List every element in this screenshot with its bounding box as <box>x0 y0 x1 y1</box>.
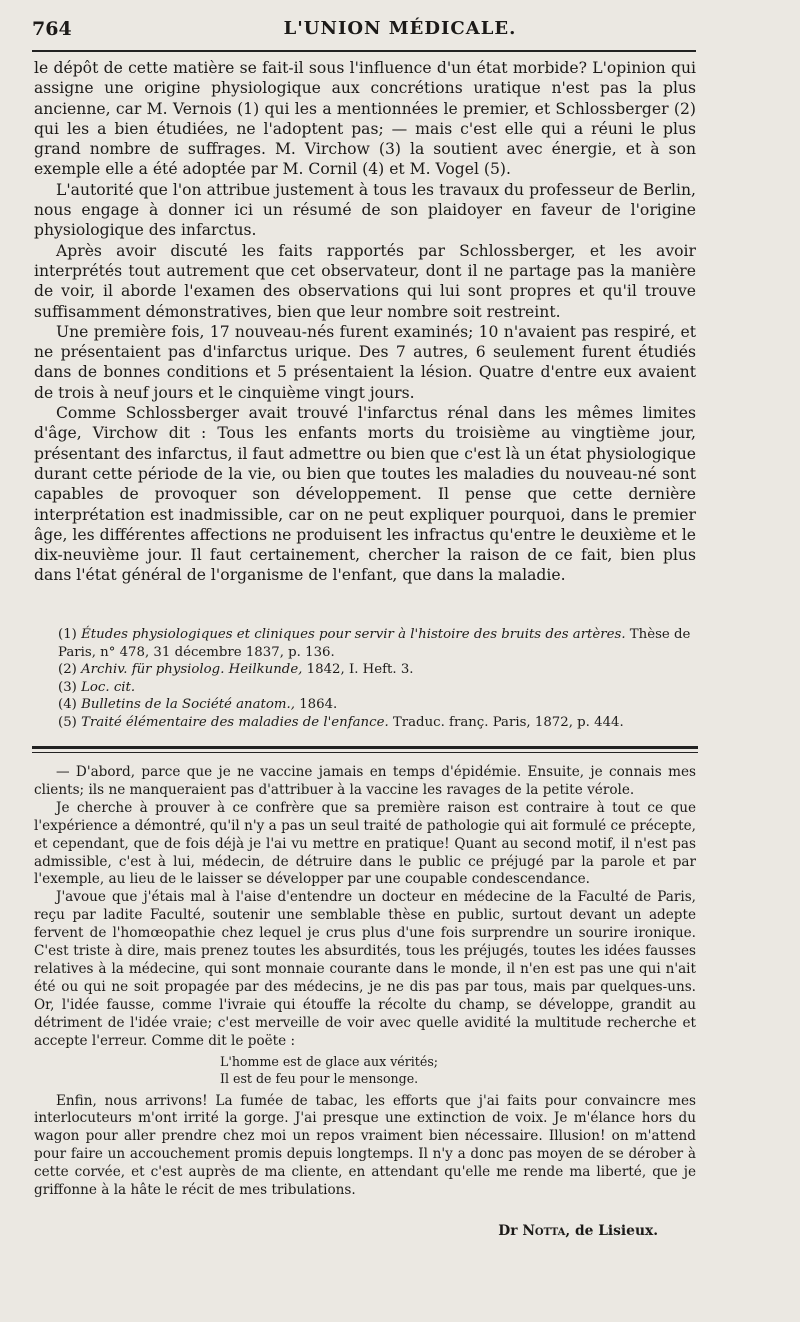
footnote-rest: 1842, I. Heft. 3. <box>306 662 414 677</box>
author-signature <box>498 1223 658 1239</box>
paragraph: Enfin, nous arrivons! La fumée de tabac, les efforts que j'ai faits pour convaincre mes interlocuteurs m'ont irrité la gorge. J'ai presque une extinction de voix. Je m'élance hors du wagon pour aller prendre chez moi un repos vraiment bien nécessaire. Illusion! on m'attend pour faire un accouchement promis depuis longtemps. Il n'y a donc pas moyen de se dérober à cette corvée, et c'est auprès de ma cliente, en attendant qu'elle me rende ma liberté, que je griffonne à la hâte le récit de mes tribulations. <box>34 1092 696 1199</box>
paragraph: L'autorité que l'on attribue justement à tous les travaux du professeur de Berlin, nous engage à donner ici un résumé de son plaidoyer en faveur de l'origine physiologique des infarctus. <box>34 180 696 240</box>
footnote-title: Loc. cit. <box>81 679 136 695</box>
paragraph: Après avoir discuté les faits rapportés par Schlossberger, et les avoir interprétés tout autrement que cet observateur, dont il ne partage pas la manière de voir, il aborde l'examen des observations qui lui sont propres et qu'il trouve suffisamment démonstratives, bien que leur nombre soit restreint. <box>34 241 696 321</box>
footnote-number: (1) <box>58 627 77 642</box>
footnote <box>34 679 696 697</box>
header-rule <box>32 50 696 52</box>
verse-line: L'homme est de glace aux vérités; <box>220 1053 439 1069</box>
section-divider-thin <box>32 752 698 753</box>
paragraph: — D'abord, parce que je ne vaccine jamais en temps d'épidémie. Ensuite, je connais mes clients; ils ne manqueraient pas d'attribuer à la vaccine les ravages de la petite vérole. <box>34 764 696 798</box>
paragraph: Je cherche à prouver à ce confrère que sa première raison est contraire à tout ce que l'expérience a démontré, qu'il n'y a pas un seul traité de pathologie qui ait formulé ce précepte, et cependant, que de fois déjà je l'ai vu mettre en pratique! Quant au second motif, il n'est pas admissible, c'est à lui, médecin, de détruire dans le public ce préjugé par la parole et par l'exemple, au lieu de le laisser se développer par une coupable condescendance. <box>34 799 696 888</box>
footnote-rest: Thèse de Paris, n° 478, 31 décembre 1837, p. 136. <box>58 627 691 660</box>
paragraph: J'avoue que j'étais mal à l'aise d'entendre un docteur en médecine de la Faculté de Paris, reçu par ladite Faculté, soutenir une semblable thèse en public, surtout devant un adepte fervent de l'homœopathie chez lequel je crus plus d'une fois surprendre un sourire ironique. C'est triste à dire, mais prenez toutes les absurdités, tous les préjugés, toutes les idées fausses relatives à la médecine, qui sont monnaie courante dans le monde, il n'en est pas une qui n'ait été ou qui ne soit propagée par des médecins, je ne dis pas par tous, mais par quelques-uns. Or, l'idée fausse, comme l'ivraie qui étouffe la récolte du champ, se développe, grandit au détriment de l'idée vraie; c'est merveille de voir avec quelle avidité la multitude recherche et accepte l'erreur. Comme dit le poëte : <box>34 889 696 1049</box>
footnote-number: (2) <box>58 662 77 677</box>
page-number: 764 <box>32 18 72 40</box>
footnote-number: (4) <box>58 697 77 712</box>
main-article-text <box>34 58 696 586</box>
footnote-rest: Traduc. franç. Paris, 1872, p. 444. <box>392 714 624 730</box>
footnote-title: Études physiologiques et cliniques pour servir à l'histoire des bruits des artères. <box>81 627 626 642</box>
section-divider <box>32 746 698 749</box>
paragraph: Une première fois, 17 nouveau-nés furent examinés; 10 n'avaient pas respiré, et ne présentaient pas d'infarctus urique. Des 7 autres, 6 seulement furent étudiés dans de bonnes conditions et 5 présentaient la lésion. Quatre d'entre eux avaient de trois à neuf jours et le cinquième vingt jours. <box>34 322 696 402</box>
signature-name: Notta <box>522 1223 566 1239</box>
footnote-number: (5) <box>58 714 77 730</box>
footnote-title: Archiv. für physiolog. Heilkunde, <box>81 662 303 677</box>
running-title: L'UNION MÉDICALE. <box>283 18 517 39</box>
footnote <box>34 696 696 714</box>
footnotes <box>34 626 696 731</box>
signature-place: , de Lisieux. <box>565 1223 658 1239</box>
footnote <box>34 714 696 732</box>
feuilleton-text <box>34 764 696 1200</box>
signature-title: Dr <box>498 1223 518 1239</box>
verse-line: Il est de feu pour le mensonge. <box>220 1070 419 1086</box>
footnote-title: Traité élémentaire des maladies de l'enfance. <box>81 714 389 730</box>
footnote <box>34 661 696 679</box>
footnote <box>34 626 696 661</box>
footnote-title: Bulletins de la Société anatom., <box>81 697 295 712</box>
paragraph: Comme Schlossberger avait trouvé l'infarctus rénal dans les mêmes limites d'âge, Virchow dit : Tous les enfants morts du troisième au vingtième jour, présentant des infarctus, il faut admettre ou bien que c'est là un état physiologique durant cette période de la vie, ou bien que toutes les maladies du nouveau-né sont capables de provoquer son développement. Il pense que cette dernière interprétation est inadmissible, car on ne peut expliquer pourquoi, dans le premier âge, les différentes affections ne produisent les infractus qu'entre le deuxième et le dix-neuvième jour. Il faut certainement, chercher la raison de ce fait, bien plus dans l'état général de l'organisme de l'enfant, que dans la maladie. <box>34 404 696 585</box>
footnote-number: (3) <box>58 679 77 695</box>
footnote-rest: 1864. <box>299 697 338 712</box>
paragraph: le dépôt de cette matière se fait-il sous l'influence d'un état morbide? L'opinion qui assigne une origine physiologique aux concrétions uratique n'est pas la plus ancienne, car M. Vernois (1) qui les a mentionnées le premier, et Schlossberger (2) qui les a bien étudiées, ne l'adoptent pas; — mais c'est elle qui a réuni le plus grand nombre de suffrages. M. Virchow (3) la soutient avec énergie, et à son exemple elle a été adoptée par M. Cornil (4) et M. Vogel (5). <box>34 59 696 179</box>
